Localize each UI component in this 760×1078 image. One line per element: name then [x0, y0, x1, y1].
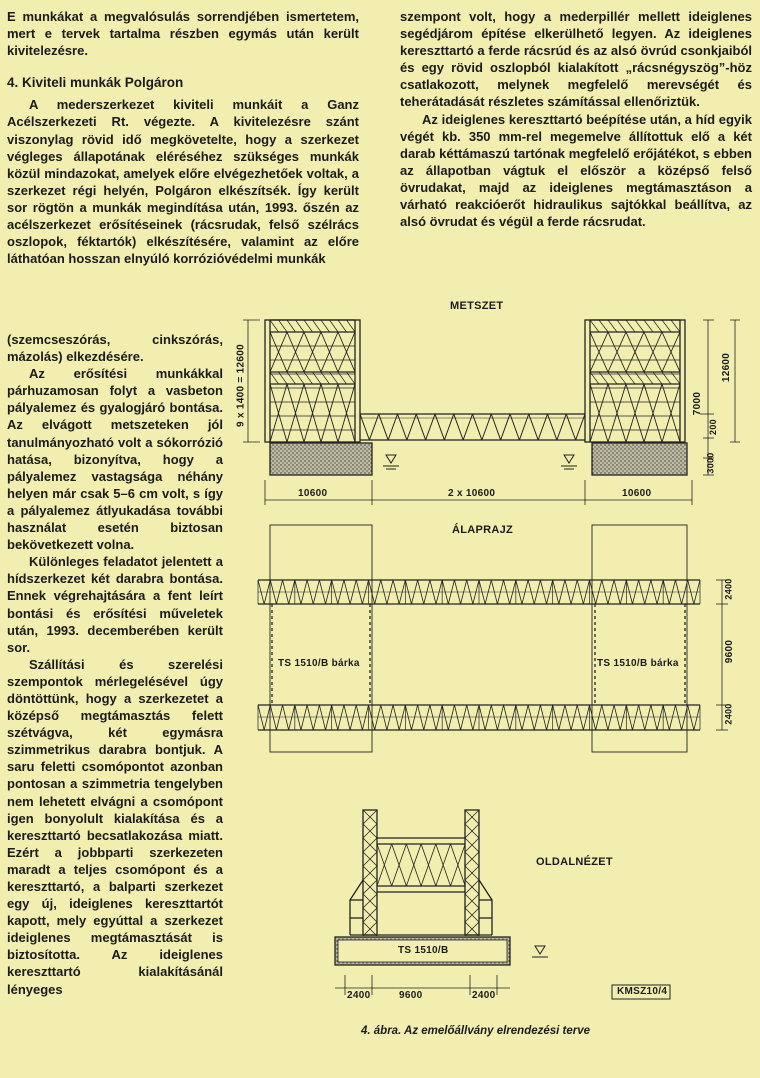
- dim-10600-left: 10600: [298, 488, 328, 499]
- dim-3000: 3000: [705, 452, 716, 474]
- drawing-stamp: KMSZ10/4: [617, 986, 668, 997]
- paragraph: E munkákat a megvalósulás sorrendjében ismertetem, mert e tervek tartalma részben egymás után került kivitelezésre.: [7, 9, 359, 59]
- paragraph: Az erősítési munkákkal párhuzamosan folyt a vasbeton pályalemez és gyalogjáró bontása. Az elvágott metszeteken jól tanulmányozható volt a sókorrózió hatása, bizonyítva, hogy a pályalemez vastagsága néhány helyen már csak 5–6 cm volt, s így a pályalemez átlyukadása további használat esetén biztosan bekövetkezett volna.: [7, 366, 223, 553]
- section-label: METSZET: [450, 300, 504, 312]
- side-dim-2400-right: 2400: [472, 990, 496, 1001]
- paragraph: Különleges feladatot jelentett a hídszerkezet két darabra bontása. Ennek végrehajtására a fent leírt bontási és erősítési műveletek után, 1993. decemberében került sor.: [7, 554, 223, 655]
- dim-2400-top: 2400: [723, 578, 734, 600]
- dim-2x10600: 2 x 10600: [448, 488, 496, 499]
- barge-label-side: TS 1510/B: [398, 945, 449, 956]
- paragraph: Szállítási és szerelési szempontok mérlegelésével úgy döntöttünk, hogy a szerkezetet a középső megtámasztás felett szétvágva, két egymásra szimmetrikus darabra bontjuk. A saru feletti csomópontot azonban pontosan a szimmetria tengelyben nem lehetett elvágni a csomópont igen bonyolult kialakítása és a kereszttartó becsatlakozása miatt. Ezért a jobbparti szerkezeten maradt a teljes csomópont és a kereszttartó, a balparti szerkezet egy új, ideiglenes kereszttartót kapott, mely egyúttal a szerkezet ideiglenes megtámasztását is biztosította. Az ideiglenes kereszttartó kialakításánál lényeges: [7, 656, 223, 997]
- barge-label-right: TS 1510/B bárka: [597, 658, 679, 669]
- dim-9600: 9600: [724, 639, 736, 664]
- side-view: [335, 810, 548, 965]
- dim-7000: 7000: [692, 391, 704, 416]
- side-dim-9600: 9600: [399, 990, 423, 1001]
- plan-view: [258, 525, 700, 752]
- dim-12600: 12600: [721, 352, 733, 383]
- paragraph: szempont volt, hogy a mederpillér mellett ideiglenes segédjárom építése elkerülhető legyen. Az ideiglenes kereszttartó a ferde rácsrúd és az alsó övrúd csonkjaiból és egy rövid oszlopból kialakított „rácsnégyszög”-höz csatlakozott, melynek megfelelő merevségét és teherátadását részletes számítással ellenőriztük.: [400, 9, 752, 110]
- barge-label-left: TS 1510/B bárka: [278, 658, 360, 669]
- paragraph: A mederszerkezet kiviteli munkáit a Ganz Acélszerkezeti Rt. végezte. A kivitelezésre szánt viszonylag rövid idő megkövetelte, hogy a szerkezet végleges állapotának eléréséhez szükséges munkák közül mindazokat, amelyek előre elvégezhetőek voltak, a szerkezet régi helyén, Polgáron elkészítsék. Így került sor rögtön a munkák megindítása után, 1993. őszén az acélszerkezet erősítéseinek (rácsrudak, felső szélrács oszlopok, féktartók) elkészítésére, valamint az előre láthatóan hosszan elnyúló korrózióvédelmi munkák: [7, 97, 359, 267]
- plan-label: ÁLAPRAJZ: [452, 524, 514, 536]
- right-tower: [585, 320, 685, 442]
- paragraph: Az ideiglenes kereszttartó beépítése után, a híd egyik végét kb. 350 mm-rel megemelve állítottuk elő a két darab kéttámaszú tartónak megfelelő erőjátékot, s ebben az állapotban vágtuk el először a középső felső övrudakat, majd az ideiglenes megtámasztáson a várható reakcióerőt hidraulikus sajtókkal beállítva, az alsó övrudat és végül a ferde rácsrudat.: [400, 111, 752, 230]
- side-dim-2400-left: 2400: [347, 990, 371, 1001]
- paragraph: (szemcseszórás, cinkszórás, mázolás) elkezdésére.: [7, 332, 223, 365]
- left-tower: [265, 320, 360, 442]
- dim-left-vertical: 9 x 1400 = 12600: [235, 344, 247, 427]
- bridge-truss-section: [360, 414, 585, 440]
- dim-200: 200: [707, 419, 718, 435]
- figure-caption: 4. ábra. Az emelőállvány elrendezési terve: [361, 1025, 591, 1037]
- dim-10600-right: 10600: [622, 488, 652, 499]
- barge-section-right: [592, 443, 687, 475]
- barge-section-left: [270, 443, 372, 475]
- dim-2400-bottom: 2400: [723, 703, 734, 725]
- section-heading: 4. Kiviteli munkák Polgáron: [7, 75, 184, 91]
- side-view-label: OLDALNÉZET: [536, 856, 613, 868]
